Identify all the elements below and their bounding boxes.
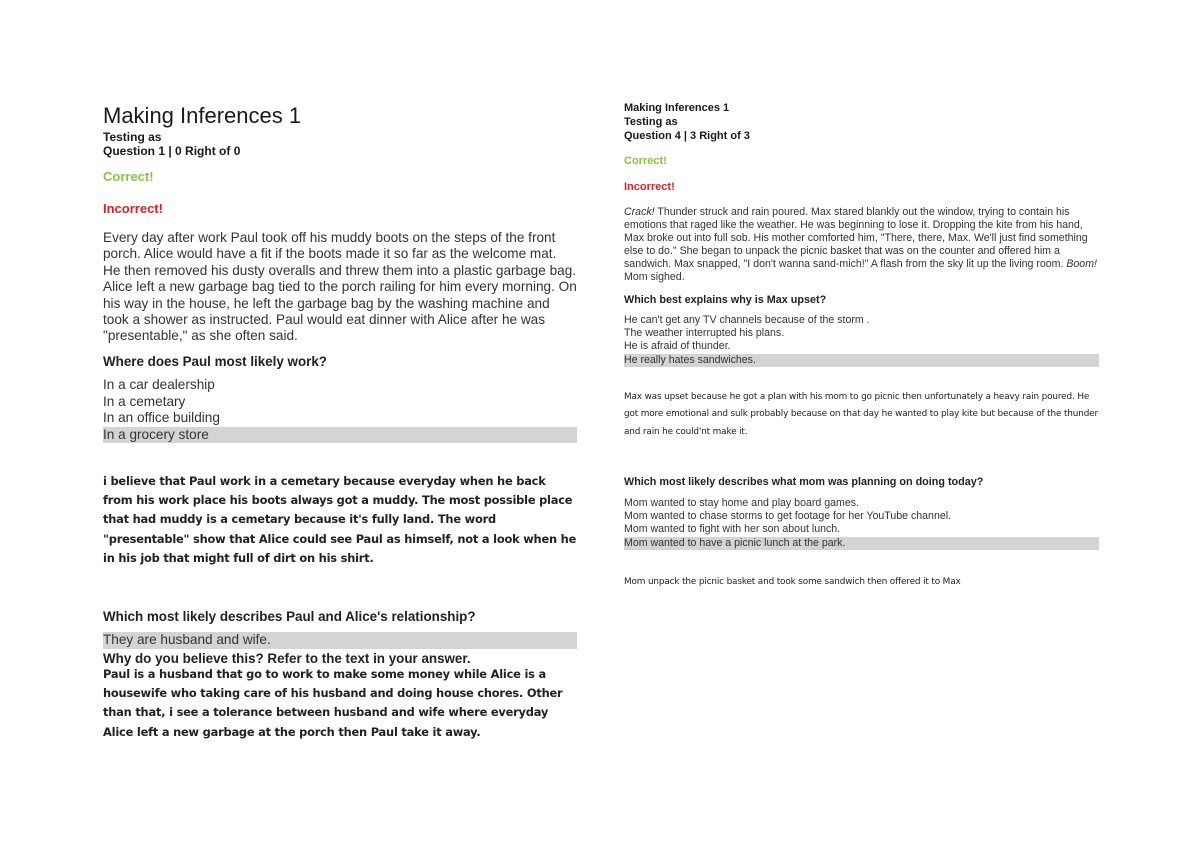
passage-boom: Boom! [1066, 257, 1097, 270]
testing-label: Testing as [624, 116, 678, 128]
question-status: Question 4 | 3 Right of 3 [624, 130, 750, 142]
question-heading: Which most likely describes Paul and Alice's relationship? [103, 609, 476, 624]
answer-option[interactable]: In an office building [103, 410, 220, 425]
passage-text-end: Mom sighed. [624, 270, 685, 283]
answer-options [624, 314, 1099, 367]
answer-option-selected[interactable]: They are husband and wife. [103, 632, 577, 649]
correct-label: Correct! [103, 169, 154, 184]
page-title: Making Inferences 1 [624, 102, 730, 114]
answer-option[interactable]: Mom wanted to fight with her son about lunch. [624, 523, 841, 536]
answer-options [624, 497, 1099, 550]
answer-option[interactable]: He can't get any TV channels because of the storm . [624, 314, 870, 326]
incorrect-label: Incorrect! [624, 181, 675, 193]
passage-crack: Crack! [624, 206, 655, 218]
answer-options [103, 377, 577, 443]
question-status: Question 1 | 0 Right of 0 [103, 144, 241, 158]
student-answer: Max was upset because he got a plan with his mom to go picnic then unfortunately a heavy rain poured. He got more emotional and sulk probably because on that day he wanted to play kite but because of the thunder and rain he could'nt make it. [624, 392, 1098, 437]
answer-option-selected[interactable]: Mom wanted to have a picnic lunch at the park. [624, 537, 1099, 550]
incorrect-label: Incorrect! [103, 201, 163, 216]
reading-passage [624, 206, 1099, 283]
correct-label: Correct! [624, 155, 667, 167]
student-answer: Mom unpack the picnic basket and took some sandwich then offered it to Max [624, 577, 961, 587]
question-heading: Where does Paul most likely work? [103, 354, 327, 369]
answer-option[interactable]: In a cemetary [103, 393, 186, 409]
reading-passage: Every day after work Paul took off his muddy boots on the steps of the front porch. Alice would have a fit if the boots made it so far as the welcome mat. He then removed his dusty overalls and threw them into a plastic garbage bag. Alice left a new garbage bag tied to the porch railing for him every morning. On his way in the house, he left the garbage bag by the washing machine and took a shower as instructed. Paul would eat dinner with Alice after he was "presentable," as she often said. [103, 230, 577, 344]
answer-option[interactable]: In a car dealership [103, 377, 215, 392]
page-title: Making Inferences 1 [103, 103, 302, 128]
answer-option[interactable]: He is afraid of thunder. [624, 340, 731, 353]
answer-options [103, 632, 577, 649]
answer-option-selected[interactable]: He really hates sandwiches. [624, 354, 1099, 367]
student-answer: Paul is a husband that go to work to make some money while Alice is a housewife who taking care of his husband and doing house chores. Other than that, i see a tolerance between husband and wife where everyday Alice left a new garbage at the porch then Paul take it away. [103, 667, 563, 739]
passage-text: Thunder struck and rain poured. Max stared blankly out the window, trying to contain his emotions that raged like the weather. He was beginning to lose it. Dropping the kite from his hand, Max broke out into full sob. His mother comforted him, "There, there, Max. We'll just find something else to do." She began to unpack the picnic basket that was on the counter and offered him a sandwich. Max snapped, "I don't wanna sand-mich!" A flash from the sky lit up the living room. [624, 206, 1088, 270]
followup-question: Why do you believe this? Refer to the text in your answer. [103, 651, 471, 666]
student-answer: i believe that Paul work in a cemetary because everyday when he back from his work place his boots always got a muddy. The most possible place that had muddy is a cemetary because it's fully land. The word "presentable" show that Alice could see Paul as himself, not a look when he in his job that might full of dirt on his shirt. [103, 474, 577, 565]
question-heading: Which best explains why is Max upset? [624, 294, 827, 306]
question-heading: Which most likely describes what mom was planning on doing today? [624, 476, 984, 488]
answer-option[interactable]: Mom wanted to chase storms to get footage for her YouTube channel. [624, 510, 952, 523]
answer-option-selected[interactable]: In a grocery store [103, 427, 577, 444]
answer-option[interactable]: Mom wanted to stay home and play board games. [624, 497, 859, 509]
answer-option[interactable]: The weather interrupted his plans. [624, 327, 785, 340]
testing-label: Testing as [103, 130, 162, 144]
